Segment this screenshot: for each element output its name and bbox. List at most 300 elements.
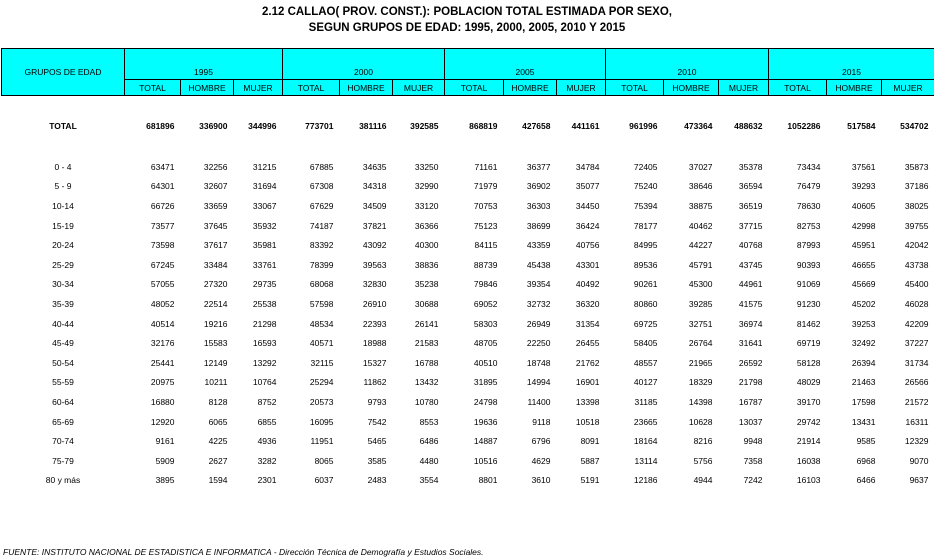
table-cell: 31895	[473, 377, 498, 388]
table-cell: 38025	[904, 200, 929, 211]
table-cell: 2483	[367, 475, 387, 486]
table-cell: 3610	[531, 475, 551, 486]
table-cell: 45791	[688, 259, 713, 270]
table-cell: 67245	[150, 259, 175, 270]
table-cell: 40492	[575, 279, 600, 290]
table-row	[2, 353, 934, 373]
table-cell: 13398	[575, 396, 600, 407]
table-cell: 45202	[851, 298, 876, 309]
table-cell: 36519	[738, 200, 763, 211]
table-cell: 67629	[309, 200, 334, 211]
subheader-1995-mujer: MUJER	[234, 80, 283, 96]
table-cell: 37821	[362, 220, 387, 231]
table-row	[2, 157, 934, 177]
table-cell: 78399	[309, 259, 334, 270]
row-label: 50-54	[52, 357, 74, 368]
total-cell: 392585	[410, 121, 439, 131]
table-cell: 38699	[526, 220, 551, 231]
year-header-2005: 2005	[445, 49, 606, 80]
table-cell: 16880	[150, 396, 175, 407]
table-cell: 16311	[905, 416, 929, 427]
table-cell: 6796	[531, 436, 551, 447]
table-cell: 37715	[738, 220, 763, 231]
table-cell: 13114	[634, 455, 658, 466]
table-cell: 6968	[856, 455, 876, 466]
table-cell: 48052	[150, 298, 175, 309]
table-cell: 13292	[252, 357, 277, 368]
table-cell: 9637	[909, 475, 929, 486]
total-cell: 344996	[248, 121, 277, 131]
table-cell: 79846	[473, 279, 498, 290]
table-cell: 20573	[309, 396, 334, 407]
year-header-2000: 2000	[283, 49, 445, 80]
table-row	[2, 235, 934, 255]
table-cell: 6486	[419, 436, 439, 447]
table-cell: 78630	[796, 200, 821, 211]
table-cell: 30688	[414, 298, 439, 309]
table-cell: 22250	[526, 338, 551, 349]
table-row	[2, 314, 934, 334]
total-cell: 517584	[847, 121, 876, 131]
table-cell: 5756	[693, 455, 713, 466]
table-cell: 15583	[203, 338, 228, 349]
sub-header-row	[2, 80, 934, 96]
table-cell: 39354	[526, 279, 551, 290]
table-cell: 21914	[796, 436, 821, 447]
table-cell: 12149	[203, 357, 228, 368]
subheader-1995-hombre: HOMBRE	[181, 80, 234, 96]
table-row	[2, 451, 934, 471]
table-row	[2, 294, 934, 314]
table-cell: 33120	[414, 200, 439, 211]
table-cell: 10518	[575, 416, 600, 427]
table-cell: 45669	[851, 279, 876, 290]
table-cell: 4480	[419, 455, 439, 466]
table-cell: 36424	[575, 220, 600, 231]
table-cell: 33484	[203, 259, 228, 270]
table-cell: 6065	[208, 416, 228, 427]
table-cell: 75240	[633, 181, 658, 192]
table-cell: 8801	[478, 475, 498, 486]
table-cell: 68068	[309, 279, 334, 290]
table-cell: 29735	[252, 279, 277, 290]
table-cell: 71979	[473, 181, 498, 192]
table-cell: 22514	[203, 298, 228, 309]
table-row	[2, 196, 934, 216]
subheader-2005-mujer: MUJER	[557, 80, 606, 96]
table-cell: 21762	[575, 357, 600, 368]
row-label: 25-29	[52, 259, 74, 270]
table-cell: 45400	[904, 279, 929, 290]
table-cell: 21583	[414, 338, 439, 349]
table-cell: 14887	[473, 436, 498, 447]
table-cell: 3282	[257, 455, 277, 466]
table-cell: 37186	[904, 181, 929, 192]
table-cell: 16103	[796, 475, 821, 486]
total-cell: 681896	[146, 121, 175, 131]
table-cell: 34450	[575, 200, 600, 211]
table-cell: 34318	[362, 181, 387, 192]
table-cell: 40571	[309, 338, 334, 349]
subheader-2000-mujer: MUJER	[393, 80, 445, 96]
table-row	[2, 255, 934, 275]
table-cell: 4944	[693, 475, 713, 486]
table-cell: 67308	[309, 181, 334, 192]
table-cell: 41575	[738, 298, 763, 309]
table-cell: 11400	[527, 396, 551, 407]
table-cell: 9948	[743, 436, 763, 447]
table-cell: 10780	[414, 396, 439, 407]
table-cell: 40768	[738, 240, 763, 251]
table-cell: 78177	[633, 220, 658, 231]
table-cell: 9793	[367, 396, 387, 407]
total-cell: 427658	[522, 121, 551, 131]
table-cell: 26566	[904, 377, 929, 388]
table-cell: 32751	[688, 318, 713, 329]
table-cell: 33250	[414, 161, 439, 172]
table-cell: 25294	[309, 377, 334, 388]
table-cell: 58303	[473, 318, 498, 329]
table-row	[2, 216, 934, 236]
table-cell: 26394	[851, 357, 876, 368]
row-label: 40-44	[52, 318, 74, 329]
subheader-2010-hombre: HOMBRE	[664, 80, 719, 96]
table-cell: 42998	[851, 220, 876, 231]
table-cell: 8752	[257, 396, 277, 407]
table-cell: 8091	[580, 436, 600, 447]
table-cell: 34784	[575, 161, 600, 172]
table-cell: 32492	[851, 338, 876, 349]
table-cell: 33659	[203, 200, 228, 211]
table-cell: 32115	[310, 357, 334, 368]
total-cell: 488632	[734, 121, 763, 131]
table-cell: 9070	[909, 455, 929, 466]
table-cell: 63471	[150, 161, 175, 172]
table-cell: 6855	[257, 416, 277, 427]
table-cell: 10211	[204, 377, 228, 388]
table-cell: 40300	[414, 240, 439, 251]
table-cell: 35932	[252, 220, 277, 231]
table-row	[2, 412, 934, 432]
table-cell: 23665	[633, 416, 658, 427]
table-cell: 40462	[688, 220, 713, 231]
table-cell: 58405	[633, 338, 658, 349]
total-cell: 336900	[199, 121, 228, 131]
year-header-2015: 2015	[769, 49, 934, 80]
table-cell: 42209	[904, 318, 929, 329]
table-cell: 74187	[309, 220, 334, 231]
table-cell: 40510	[473, 357, 498, 368]
table-cell: 16787	[738, 396, 763, 407]
table-cell: 3895	[155, 475, 175, 486]
row-label: 55-59	[52, 377, 74, 388]
table-cell: 32176	[150, 338, 175, 349]
table-cell: 36974	[738, 318, 763, 329]
table-cell: 21965	[688, 357, 713, 368]
table-cell: 69725	[633, 318, 658, 329]
subheader-2015-hombre: HOMBRE	[827, 80, 882, 96]
table-cell: 25441	[150, 357, 175, 368]
table-cell: 91069	[796, 279, 821, 290]
table-cell: 67885	[309, 161, 334, 172]
table-cell: 15327	[362, 357, 387, 368]
subheader-2000-hombre: HOMBRE	[340, 80, 393, 96]
table-row	[2, 392, 934, 412]
table-cell: 5887	[580, 455, 600, 466]
table-cell: 10516	[473, 455, 498, 466]
table-cell: 31354	[575, 318, 600, 329]
table-cell: 21798	[738, 377, 763, 388]
table-cell: 25538	[252, 298, 277, 309]
table-cell: 31185	[634, 396, 658, 407]
subheader-1995-total: TOTAL	[125, 80, 181, 96]
table-cell: 42042	[904, 240, 929, 251]
table-cell: 32732	[526, 298, 551, 309]
table-cell: 8128	[208, 396, 228, 407]
table-cell: 14994	[526, 377, 551, 388]
table-cell: 64301	[150, 181, 175, 192]
table-cell: 14398	[688, 396, 713, 407]
table-cell: 11951	[310, 436, 334, 447]
table-cell: 16095	[309, 416, 334, 427]
table-cell: 5909	[155, 455, 175, 466]
table-cell: 3554	[419, 475, 439, 486]
table-row	[2, 373, 934, 393]
table-cell: 21572	[904, 396, 929, 407]
table-cell: 40514	[150, 318, 175, 329]
table-cell: 34509	[362, 200, 387, 211]
table-cell: 16038	[796, 455, 821, 466]
table-cell: 91230	[796, 298, 821, 309]
table-cell: 2627	[208, 455, 228, 466]
row-label: 60-64	[52, 396, 74, 407]
table-cell: 31215	[252, 161, 277, 172]
table-cell: 75123	[473, 220, 498, 231]
table-cell: 26455	[575, 338, 600, 349]
table-cell: 21298	[252, 318, 277, 329]
year-header-2010: 2010	[606, 49, 769, 80]
total-cell: 473364	[684, 121, 713, 131]
age-group-header: GRUPOS DE EDAD	[2, 49, 125, 96]
table-cell: 31641	[738, 338, 763, 349]
table-cell: 66726	[150, 200, 175, 211]
total-cell: 961996	[629, 121, 658, 131]
table-cell: 29742	[796, 416, 821, 427]
table-cell: 90393	[796, 259, 821, 270]
table-cell: 35378	[738, 161, 763, 172]
table-cell: 32256	[203, 161, 228, 172]
table-row	[2, 177, 934, 197]
table-cell: 38875	[688, 200, 713, 211]
table-cell: 43745	[738, 259, 763, 270]
table-cell: 69052	[473, 298, 498, 309]
table-cell: 32990	[414, 181, 439, 192]
table-cell: 36902	[526, 181, 551, 192]
row-label: 5 - 9	[54, 181, 72, 192]
row-label: 10-14	[52, 200, 74, 211]
table-cell: 58128	[796, 357, 821, 368]
table-cell: 31694	[252, 181, 277, 192]
table-cell: 33761	[252, 259, 277, 270]
table-cell: 5465	[367, 436, 387, 447]
table-cell: 71161	[474, 161, 498, 172]
table-cell: 84115	[474, 240, 498, 251]
table-row	[2, 333, 934, 353]
table-row	[2, 275, 934, 295]
total-cell: 441161	[571, 121, 600, 131]
table-cell: 31734	[904, 357, 929, 368]
table-cell: 57055	[150, 279, 175, 290]
table-cell: 43359	[526, 240, 551, 251]
table-cell: 48029	[796, 377, 821, 388]
table-cell: 18164	[633, 436, 658, 447]
total-cell: 868819	[469, 121, 498, 131]
table-cell: 7358	[743, 455, 763, 466]
table-cell: 6037	[314, 475, 334, 486]
table-cell: 16901	[575, 377, 600, 388]
table-cell: 3585	[367, 455, 387, 466]
table-cell: 18988	[362, 338, 387, 349]
table-cell: 6466	[856, 475, 876, 486]
table-cell: 90261	[633, 279, 658, 290]
table-title-line1: 2.12 CALLAO( PROV. CONST.): POBLACION TOTAL ESTIMADA POR SEXO,	[262, 6, 672, 18]
table-cell: 4225	[208, 436, 228, 447]
row-label: 15-19	[52, 220, 74, 231]
table-cell: 37227	[904, 338, 929, 349]
table-cell: 20975	[150, 377, 175, 388]
table-cell: 11862	[363, 377, 387, 388]
table-cell: 35873	[904, 161, 929, 172]
table-cell: 17598	[851, 396, 876, 407]
population-table	[1, 48, 934, 490]
row-label: 70-74	[52, 436, 74, 447]
table-cell: 57598	[309, 298, 334, 309]
total-cell: 534702	[900, 121, 929, 131]
table-cell: 43092	[362, 240, 387, 251]
row-label: 45-49	[52, 338, 74, 349]
table-cell: 19216	[203, 318, 228, 329]
table-cell: 39293	[851, 181, 876, 192]
table-cell: 44961	[738, 279, 763, 290]
table-cell: 26949	[526, 318, 551, 329]
table-cell: 80860	[633, 298, 658, 309]
table-cell: 33067	[252, 200, 277, 211]
table-cell: 48557	[633, 357, 658, 368]
table-cell: 38836	[414, 259, 439, 270]
table-cell: 36377	[526, 161, 551, 172]
table-cell: 13432	[414, 377, 439, 388]
table-cell: 27320	[203, 279, 228, 290]
table-cell: 36594	[738, 181, 763, 192]
table-cell: 69719	[796, 338, 821, 349]
table-cell: 12186	[633, 475, 658, 486]
table-cell: 18329	[688, 377, 713, 388]
table-cell: 16593	[252, 338, 277, 349]
subheader-2010-total: TOTAL	[606, 80, 664, 96]
table-cell: 35077	[575, 181, 600, 192]
table-cell: 88739	[473, 259, 498, 270]
table-cell: 45300	[688, 279, 713, 290]
table-cell: 70753	[473, 200, 498, 211]
subheader-2005-hombre: HOMBRE	[504, 80, 557, 96]
table-cell: 10764	[252, 377, 277, 388]
table-cell: 40127	[633, 377, 658, 388]
table-cell: 18748	[526, 357, 551, 368]
table-cell: 73434	[796, 161, 821, 172]
row-label: 65-69	[52, 416, 74, 427]
row-label: 30-34	[52, 279, 74, 290]
row-label: 0 - 4	[54, 161, 72, 172]
table-cell: 21463	[851, 377, 876, 388]
table-cell: 35238	[414, 279, 439, 290]
row-label: 35-39	[52, 298, 74, 309]
table-cell: 46655	[851, 259, 876, 270]
row-label: 75-79	[52, 455, 74, 466]
table-cell: 37027	[688, 161, 713, 172]
table-cell: 40756	[575, 240, 600, 251]
total-cell: 381116	[359, 121, 387, 131]
table-cell: 45438	[526, 259, 551, 270]
table-cell: 39285	[688, 298, 713, 309]
table-cell: 39253	[851, 318, 876, 329]
table-cell: 75394	[633, 200, 658, 211]
table-cell: 32830	[362, 279, 387, 290]
subheader-2010-mujer: MUJER	[719, 80, 769, 96]
source-footnote: FUENTE: INSTITUTO NACIONAL DE ESTADISTICA E INFORMATICA - Dirección Técnica de Demografía y Estudios Sociales.	[3, 547, 484, 557]
total-cell: 773701	[305, 121, 334, 131]
table-cell: 26910	[362, 298, 387, 309]
table-cell: 37645	[203, 220, 228, 231]
table-cell: 8216	[693, 436, 713, 447]
table-cell: 46028	[904, 298, 929, 309]
table-cell: 8065	[314, 455, 334, 466]
table-cell: 22393	[362, 318, 387, 329]
table-row	[2, 471, 934, 491]
table-cell: 72405	[633, 161, 658, 172]
table-cell: 40605	[851, 200, 876, 211]
table-cell: 26141	[414, 318, 439, 329]
subheader-2000-total: TOTAL	[283, 80, 340, 96]
table-cell: 73577	[150, 220, 175, 231]
table-cell: 4629	[531, 455, 551, 466]
table-cell: 36366	[414, 220, 439, 231]
row-label: 20-24	[52, 240, 74, 251]
total-row	[2, 118, 934, 134]
table-cell: 82753	[796, 220, 821, 231]
row-label: TOTAL	[49, 121, 77, 131]
table-cell: 39563	[362, 259, 387, 270]
table-cell: 36320	[575, 298, 600, 309]
table-cell: 83392	[309, 240, 334, 251]
table-cell: 34635	[362, 161, 387, 172]
table-cell: 13431	[851, 416, 876, 427]
table-cell: 39755	[904, 220, 929, 231]
table-cell: 26592	[738, 357, 763, 368]
subheader-2015-mujer: MUJER	[882, 80, 934, 96]
table-cell: 5191	[580, 475, 600, 486]
table-cell: 84995	[633, 240, 658, 251]
table-cell: 37561	[851, 161, 876, 172]
table-cell: 45951	[851, 240, 876, 251]
table-cell: 76479	[796, 181, 821, 192]
table-cell: 24798	[473, 396, 498, 407]
table-cell: 7542	[367, 416, 387, 427]
total-cell: 1052286	[787, 121, 821, 131]
table-cell: 12329	[904, 436, 929, 447]
subheader-2015-total: TOTAL	[769, 80, 827, 96]
table-cell: 35981	[252, 240, 277, 251]
subheader-2005-total: TOTAL	[445, 80, 504, 96]
